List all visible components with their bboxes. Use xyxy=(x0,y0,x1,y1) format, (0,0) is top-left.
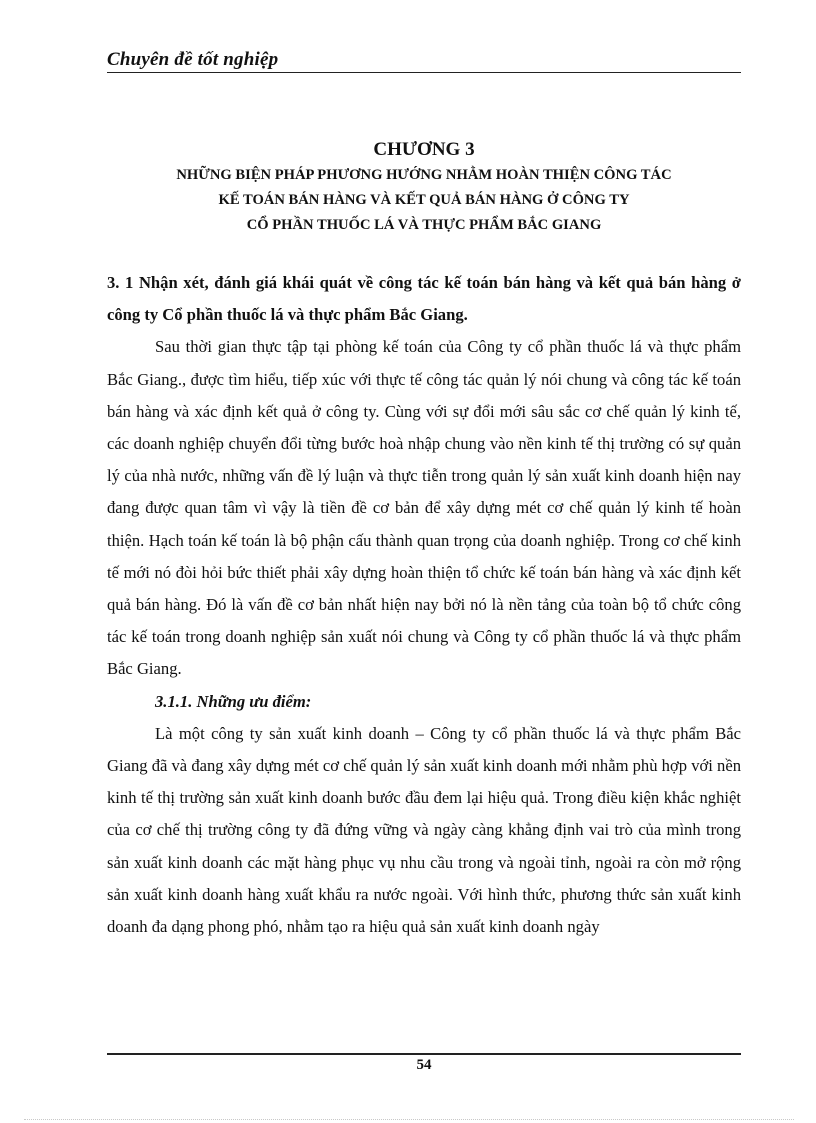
chapter-title: CHƯƠNG 3 xyxy=(373,139,475,160)
section-heading: 3. 1 Nhận xét, đánh giá khái quát về công tác kế toán bán hàng và kết quả bán hàng ở công ty Cổ phần thuốc lá và thực phẩm Bắc Giang. xyxy=(107,273,741,325)
page-number: 54 xyxy=(416,1057,432,1073)
page-body xyxy=(107,267,741,943)
body-paragraph: Sau thời gian thực tập tại phòng kế toán của Công ty cổ phần thuốc lá và thực phẩm Bắc Giang., được tìm hiểu, tiếp xúc với thực tế công tác quản lý nói chung và công tác kế toán bán hàng và xác định kết quả ở công ty. Cùng với sự đổi mới sâu sắc cơ chế quản lý kinh tế, các doanh nghiệp chuyển đổi từng bước hoà nhập chung vào nền kinh tế thị trường có sự quản lý của nhà nước, những vấn đề lý luận và thực tiễn trong quản lý sản xuất kinh doanh hiện nay đang được quan tâm vì vậy là tiền đề cơ bản để xây dựng mét cơ chế quản lý kinh tế hoàn thiện. Hạch toán kế toán là bộ phận cấu thành quan trọng của doanh nghiệp. Trong cơ chế kinh tế mới nó đòi hỏi bức thiết phải xây dựng hoàn thiện tổ chức kế toán bán hàng và xác định kết quả bán hàng. Đó là vấn đề cơ bản nhất hiện nay bởi nó là nền tảng của toàn bộ tổ chức công tác kế toán trong doanh nghiệp sản xuất nói chung và Công ty cổ phần thuốc lá và thực phẩm Bắc Giang. xyxy=(107,337,741,679)
body-paragraph: Là một công ty sản xuất kinh doanh – Công ty cổ phần thuốc lá và thực phẩm Bắc Giang đã và đang xây dựng mét cơ chế quản lý sản xuất kinh doanh mới nhằm phù hợp với nền kinh tế thị trường sản xuất kinh doanh bước đầu đem lại hiệu quả. Trong điều kiện khắc nghiệt của cơ chế thị trường công ty đã đứng vững và ngày càng khẳng định vai trò của mình trong sản xuất kinh doanh các mặt hàng phục vụ nhu cầu trong và ngoài tỉnh, ngoài ra còn mở rộng sản xuất kinh doanh hàng xuất khẩu ra nước ngoài. Với hình thức, phương thức sản xuất kinh doanh đa dạng phong phó, nhằm tạo ra hiệu quả sản xuất kinh doanh ngày xyxy=(107,723,741,937)
chapter-subtitle-line: CỔ PHẦN THUỐC LÁ VÀ THỰC PHẨM BẮC GIANG xyxy=(246,217,602,233)
chapter-subtitle-line: NHỮNG BIỆN PHÁP PHƯƠNG HƯỚNG NHẰM HOÀN THIỆN CÔNG TÁC xyxy=(176,167,672,183)
chapter-heading xyxy=(107,137,741,238)
chapter-subtitle-line: KẾ TOÁN BÁN HÀNG VÀ KẾT QUẢ BÁN HÀNG Ở CÔNG TY xyxy=(218,192,630,208)
subsection-heading: 3.1.1. Những ưu điểm: xyxy=(155,691,312,711)
document-title: Chuyên đề tốt nghiệp xyxy=(107,49,279,70)
page-header xyxy=(107,48,741,73)
page-edge-divider xyxy=(24,1119,794,1120)
